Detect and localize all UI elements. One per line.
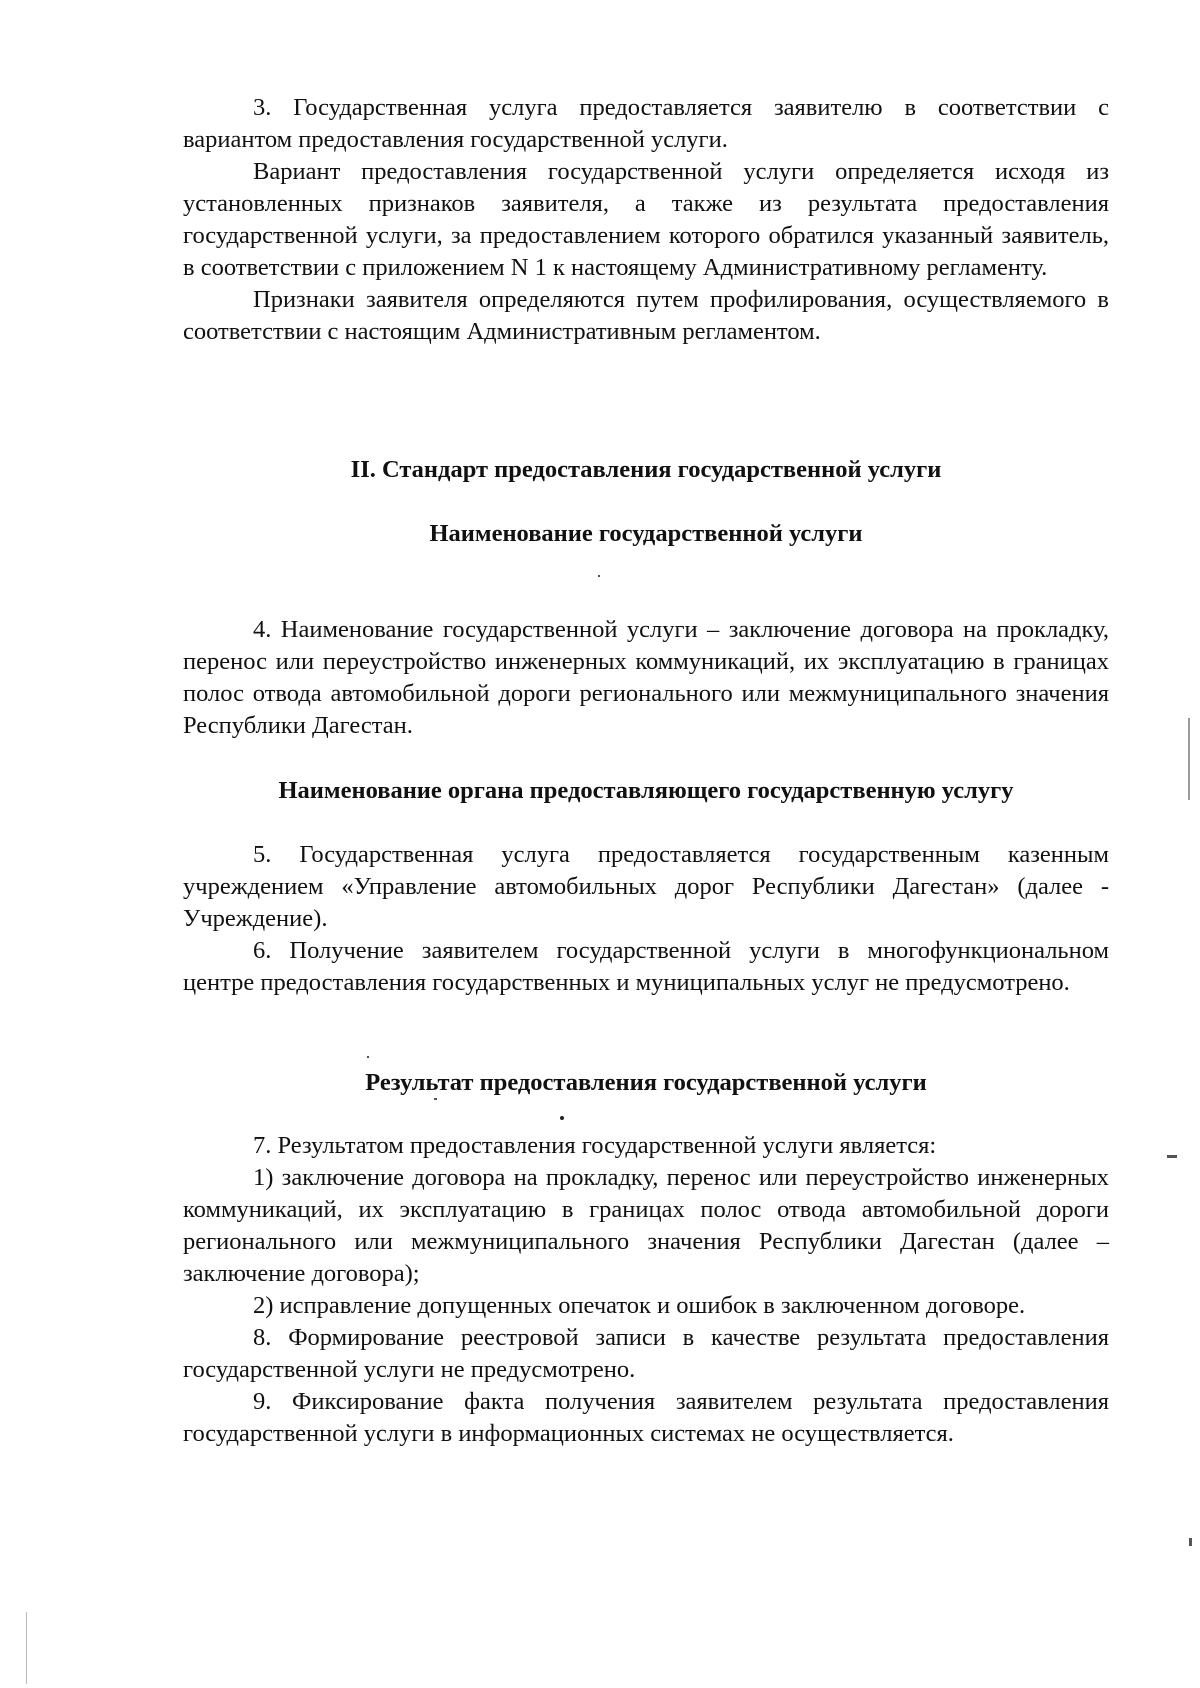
scan-speck: [560, 1116, 564, 1120]
text-block-p4: [183, 614, 1109, 742]
result-heading-block: [183, 1067, 1109, 1099]
section-heading: II. Стандарт предоставления государственной услуги: [350, 456, 942, 483]
paragraph-7-item-1: 1) заключение договора на прокладку, перенос или переустройство инженерных коммуникаций, их эксплуатацию в границах полос отвода автомобильной дороги регионального или межмуниципального значения Республики Дагестан (далее – заключение договора);: [183, 1164, 1109, 1287]
paragraph-7: 7. Результатом предоставления государственной услуги является:: [253, 1132, 937, 1159]
paragraph-3: 3. Государственная услуга предоставляется заявителю в соответствии с вариантом предоставления государственной услуги.: [183, 94, 1109, 153]
service-name-heading: Наименование государственной услуги: [429, 520, 863, 547]
scan-edge-line-left: [26, 1612, 27, 1684]
text-block-top: [183, 92, 1109, 348]
scan-speck: [434, 1098, 437, 1100]
paragraph-7-item-2: 2) исправление допущенных опечаток и ошибок в заключенном договоре.: [253, 1292, 1026, 1319]
scan-edge-line-right: [1188, 718, 1190, 800]
service-name-heading-block: [183, 518, 1109, 550]
paragraph-6: 6. Получение заявителем государственной услуги в многофункциональном центре предоставления государственных и муниципальных услуг не предусмотрено.: [183, 937, 1109, 996]
scan-speck: [367, 1056, 369, 1058]
body-heading: Наименование органа предоставляющего государственную услугу: [278, 777, 1014, 804]
paragraph-3-signs: Признаки заявителя определяются путем профилирования, осуществляемого в соответствии с настоящим Административным регламентом.: [183, 286, 1109, 345]
paragraph-5: 5. Государственная услуга предоставляется государственным казенным учреждением «Управление автомобильных дорог Республики Дагестан» (далее - Учреждение).: [183, 841, 1109, 932]
paragraph-9: 9. Фиксирование факта получения заявителем результата предоставления государственной услуги в информационных системах не осуществляется.: [183, 1388, 1109, 1447]
scan-speck: [1167, 1155, 1177, 1158]
scan-speck: [1189, 1538, 1192, 1546]
paragraph-8: 8. Формирование реестровой записи в качестве результата предоставления государственной услуги не предусмотрено.: [183, 1324, 1109, 1383]
result-heading: Результат предоставления государственной услуги: [365, 1069, 927, 1096]
text-block-bottom: [183, 1130, 1109, 1450]
paragraph-3-variant: Вариант предоставления государственной услуги определяется исходя из установленных признаков заявителя, а также из результата предоставления государственной услуги, за предоставлением которого обратился указанный заявитель, в соответствии с приложением N 1 к настоящему Административному регламенту.: [183, 158, 1109, 281]
paragraph-4: 4. Наименование государственной услуги – заключение договора на прокладку, перенос или переустройство инженерных коммуникаций, их эксплуатацию в границах полос отвода автомобильной дороги регионального или межмуниципального значения Республики Дагестан.: [183, 616, 1109, 739]
text-block-p5-p6: [183, 839, 1109, 999]
scan-speck: [598, 575, 600, 577]
body-heading-block: [183, 775, 1109, 807]
section-heading-block: [183, 454, 1109, 486]
